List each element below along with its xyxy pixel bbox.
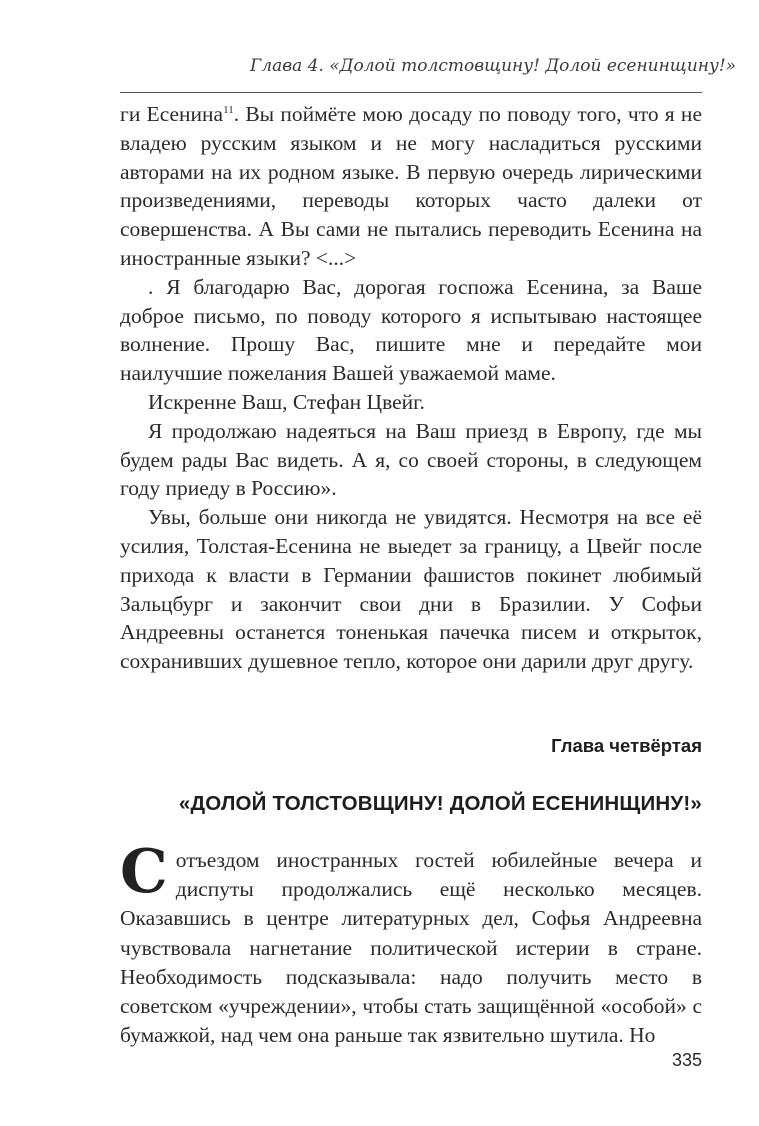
page-number: 335 (671, 1050, 702, 1070)
chapter-label: Глава четвёртая (551, 735, 702, 756)
header-rule (120, 92, 702, 93)
drop-cap: С (120, 837, 168, 907)
chapter-opening-paragraph (120, 837, 702, 1050)
signature-line: Искренне Ваш, Стефан Цвейг. (148, 389, 425, 414)
paragraph: Увы, больше они никогда не увидятся. Несмотря на все её усилия, Толстая-Есенина не выедет за границу, а Цвейг после прихода к власти в Германии фашистов покинет любимый Зальцбург и закончит свои дни в Бразилии. У Софьи Андреевны останется тоненькая пачечка писем и открыток, сохранивших душевное тепло, которое они дарили друг другу. (120, 505, 702, 674)
paragraph: Я продолжаю надеяться на Ваш приезд в Европу, где мы будем рады Вас видеть. А я, со своей стороны, в следующем году приеду в Россию». (120, 418, 702, 501)
running-head: Глава 4. «Долой толстовщину! Долой есенинщину!» (250, 56, 737, 76)
paragraph (120, 100, 702, 273)
footnote-marker: 11 (223, 103, 234, 116)
paragraph-text: ги Есенина (120, 102, 224, 126)
paragraph: . Я благодарю Вас, дорогая госпожа Есенина, за Ваше доброе письмо, по поводу которого я испытываю настоящее волнение. Прошу Вас, пишите мне и передайте мои наилучшие пожелания Вашей уважаемой маме. (120, 274, 702, 386)
paragraph-text: . Вы поймёте мою досаду по поводу того, что я не владею русским языком и не могу насладиться русскими авторами на их родном языке. В первую очередь лирическими произведениями, переводы которых часто далеки от совершенства. А Вы сами не пытались переводить Есенина на иностранные языки? <...> (120, 102, 702, 270)
chapter-title: «ДОЛОЙ ТОЛСТОВЩИНУ! ДОЛОЙ ЕСЕНИНЩИНУ!» (178, 792, 702, 815)
body-text (120, 100, 702, 676)
paragraph-text: отъездом иностранных гостей юбилейные вечера и диспуты продолжались ещё несколько месяцев. Оказавшись в центре литературных дел, Софья Андреевна чувствовала нагнетание политической истерии в стране. Необходимость подсказывала: надо получить место в советском «учреждении», чтобы стать защищённой «особой» с бумажкой, над чем она раньше так язвительно шутила. Но (120, 848, 702, 1048)
